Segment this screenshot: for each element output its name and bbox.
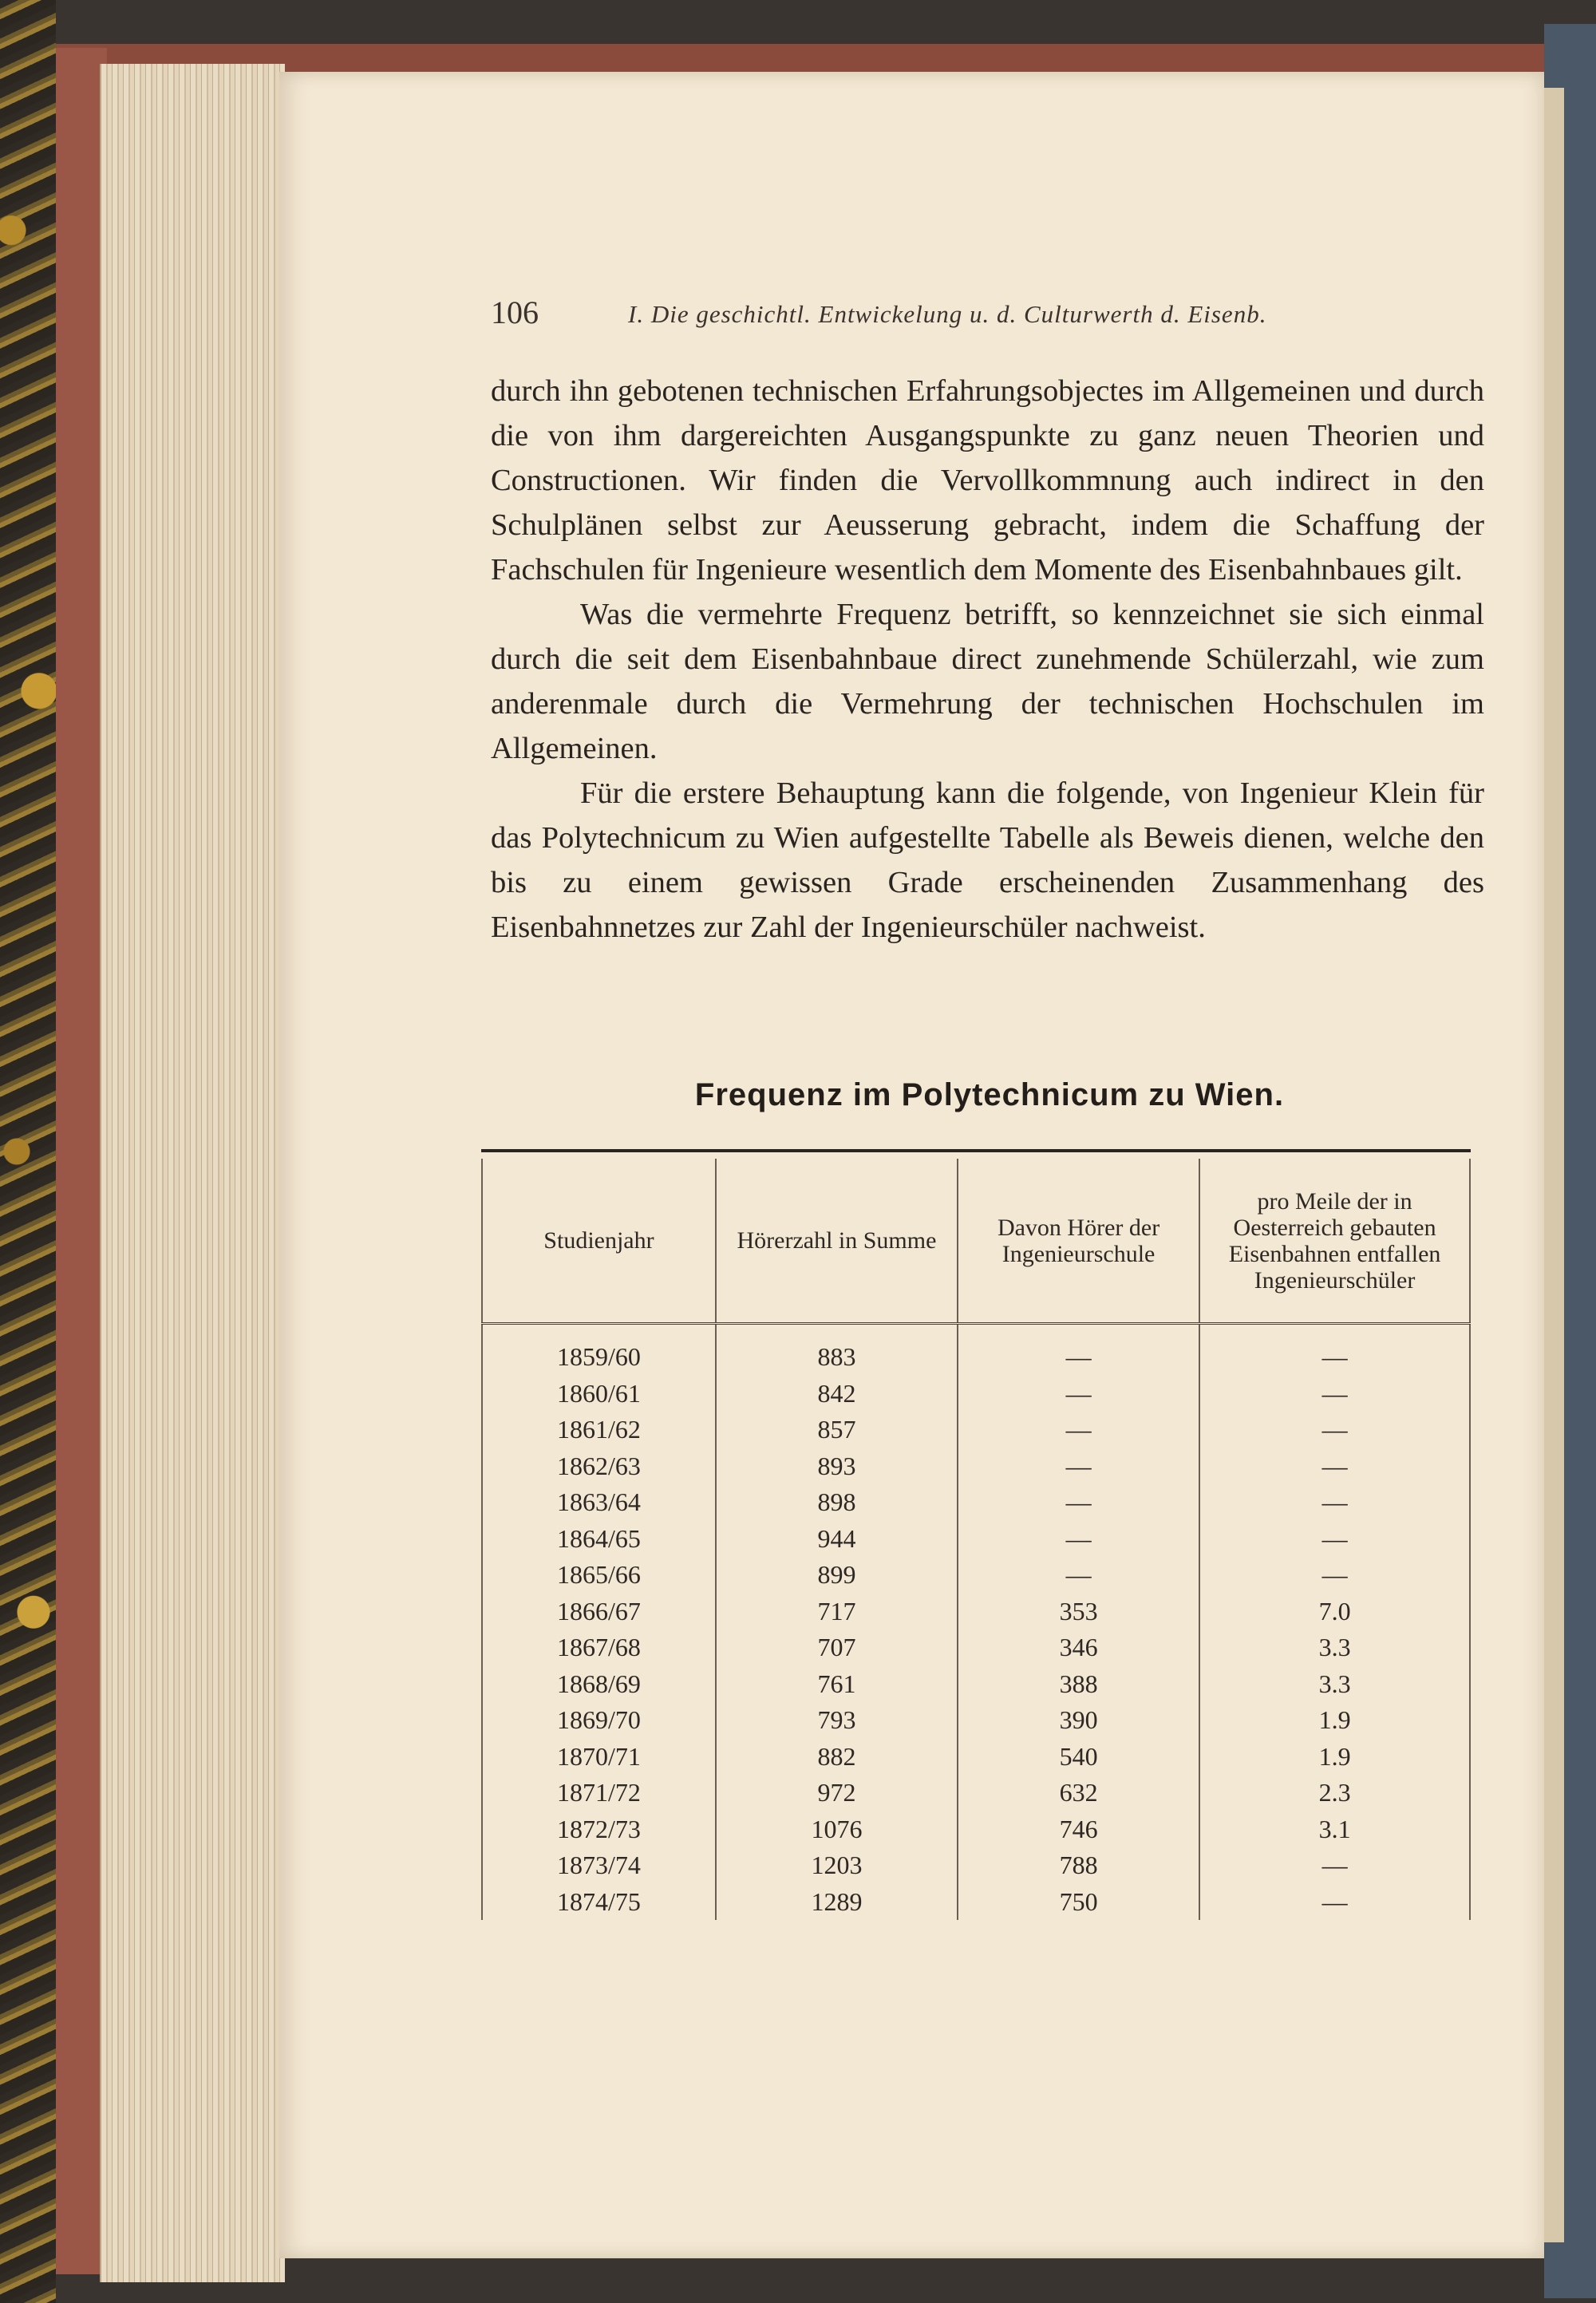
table-cell: — [1199, 1884, 1470, 1921]
table-cell: 1203 [716, 1847, 958, 1884]
table-cell: 3.3 [1199, 1629, 1470, 1666]
table-row [482, 1739, 1470, 1776]
table-cell: 882 [716, 1739, 958, 1776]
column-header: Studienjahr [482, 1159, 716, 1324]
table-row [482, 1629, 1470, 1666]
table-cell: 717 [716, 1594, 958, 1630]
table-cell: — [1199, 1484, 1470, 1521]
marbled-endpaper [0, 0, 56, 2303]
column-header: Hörerzahl in Summe [716, 1159, 958, 1324]
table-cell: — [1199, 1324, 1470, 1376]
table-cell: 857 [716, 1412, 958, 1448]
table-cell: 1861/62 [482, 1412, 716, 1448]
column-header: pro Meile der in Oesterreich gebauten Eisenbahnen entfallen Ingenieurschüler [1199, 1159, 1470, 1324]
table-row [482, 1847, 1470, 1884]
table-cell: 761 [716, 1666, 958, 1703]
table-cell: — [958, 1324, 1199, 1376]
table-cell: 1871/72 [482, 1775, 716, 1811]
table-cell: 3.3 [1199, 1666, 1470, 1703]
paragraph: durch ihn gebotenen technischen Erfahrungsobjectes im Allgemeinen und durch die von ihm dargereichten Ausgangspunkte zu ganz neuen Theorien und Constructionen. Wir finden die Vervollkommnung auch indirect in den Schulplänen selbst zur Aeusserung gebracht, indem die Schaffung der Fachschulen für Ingenieure wesentlich dem Momente des Eisenbahnbaues gilt. [491, 374, 1484, 587]
table-cell: 788 [958, 1847, 1199, 1884]
page-number: 106 [491, 294, 539, 330]
table-cell: 1862/63 [482, 1448, 716, 1485]
table-cell: 1.9 [1199, 1702, 1470, 1739]
table-cell: 632 [958, 1775, 1199, 1811]
table-header-row [482, 1159, 1470, 1324]
table-row [482, 1884, 1470, 1921]
table-row [482, 1376, 1470, 1412]
table-cell: — [958, 1412, 1199, 1448]
table-cell: 842 [716, 1376, 958, 1412]
table-cell: 1867/68 [482, 1629, 716, 1666]
running-head [491, 294, 1484, 334]
table-cell: 1872/73 [482, 1811, 716, 1848]
table-row [482, 1811, 1470, 1848]
table-cell: 883 [716, 1324, 958, 1376]
table-cell: 390 [958, 1702, 1199, 1739]
table-row [482, 1666, 1470, 1703]
table-row [482, 1775, 1470, 1811]
table-row [482, 1594, 1470, 1630]
table-cell: 972 [716, 1775, 958, 1811]
table-cell: — [1199, 1847, 1470, 1884]
table-cell: — [1199, 1412, 1470, 1448]
table-row [482, 1521, 1470, 1558]
table-cell: 1869/70 [482, 1702, 716, 1739]
table-row [482, 1448, 1470, 1485]
table-cell: 1289 [716, 1884, 958, 1921]
table-cell: 898 [716, 1484, 958, 1521]
table-cell: — [958, 1557, 1199, 1594]
frequency-table [481, 1159, 1471, 1920]
table-cell: 1874/75 [482, 1884, 716, 1921]
frequency-table-wrapper [481, 1149, 1471, 1970]
table-cell: — [958, 1448, 1199, 1485]
table-cell: 1868/69 [482, 1666, 716, 1703]
body-text [491, 369, 1484, 950]
table-cell: 1860/61 [482, 1376, 716, 1412]
paragraph: Was die vermehrte Frequenz betrifft, so kennzeichnet sie sich einmal durch die seit dem Eisenbahnbaue direct zunehmende Schülerzahl, wie zum anderenmale durch die Vermehrung der technischen Hochschulen im Allgemeinen. [491, 598, 1484, 765]
table-cell: 746 [958, 1811, 1199, 1848]
table-cell: — [1199, 1521, 1470, 1558]
table-cell: 346 [958, 1629, 1199, 1666]
table-cell: 707 [716, 1629, 958, 1666]
table-cell: — [958, 1521, 1199, 1558]
table-cell: 353 [958, 1594, 1199, 1630]
table-cell: 899 [716, 1557, 958, 1594]
table-cell: 1076 [716, 1811, 958, 1848]
paragraph: Für die erstere Behauptung kann die folgende, von Ingenieur Klein für das Polytechnicum zu Wien aufgestellte Tabelle als Beweis dienen, welche den bis zu einem gewissen Grade erscheinenden Zusammenhang des Eisenbahnnetzes zur Zahl der Ingenieurschüler nachweist. [491, 776, 1484, 944]
table-cell: 793 [716, 1702, 958, 1739]
table-row [482, 1557, 1470, 1594]
table-cell: 1873/74 [482, 1847, 716, 1884]
table-row [482, 1412, 1470, 1448]
table-cell: 3.1 [1199, 1811, 1470, 1848]
table-cell: 1870/71 [482, 1739, 716, 1776]
table-cell: — [1199, 1557, 1470, 1594]
table-cell: 1859/60 [482, 1324, 716, 1376]
column-header: Davon Hörer der Ingenieurschule [958, 1159, 1199, 1324]
table-cell: 1863/64 [482, 1484, 716, 1521]
table-cell: — [1199, 1448, 1470, 1485]
table-cell: 750 [958, 1884, 1199, 1921]
table-cell: 1865/66 [482, 1557, 716, 1594]
table-row [482, 1324, 1470, 1376]
table-cell: 7.0 [1199, 1594, 1470, 1630]
table-row [482, 1484, 1470, 1521]
table-cell: 388 [958, 1666, 1199, 1703]
table-cell: 540 [958, 1739, 1199, 1776]
table-cell: 944 [716, 1521, 958, 1558]
table-cell: 893 [716, 1448, 958, 1485]
table-title: Frequenz im Polytechnicum zu Wien. [694, 1077, 1285, 1112]
table-cell: — [958, 1484, 1199, 1521]
page-edges [100, 64, 285, 2282]
table-row [482, 1702, 1470, 1739]
table-cell: 1864/65 [482, 1521, 716, 1558]
table-cell: — [958, 1376, 1199, 1412]
table-cell: — [1199, 1376, 1470, 1412]
running-title: I. Die geschichtl. Entwickelung u. d. Culturwerth d. Eisenb. [628, 300, 1267, 328]
table-cell: 1866/67 [482, 1594, 716, 1630]
table-cell: 1.9 [1199, 1739, 1470, 1776]
table-cell: 2.3 [1199, 1775, 1470, 1811]
